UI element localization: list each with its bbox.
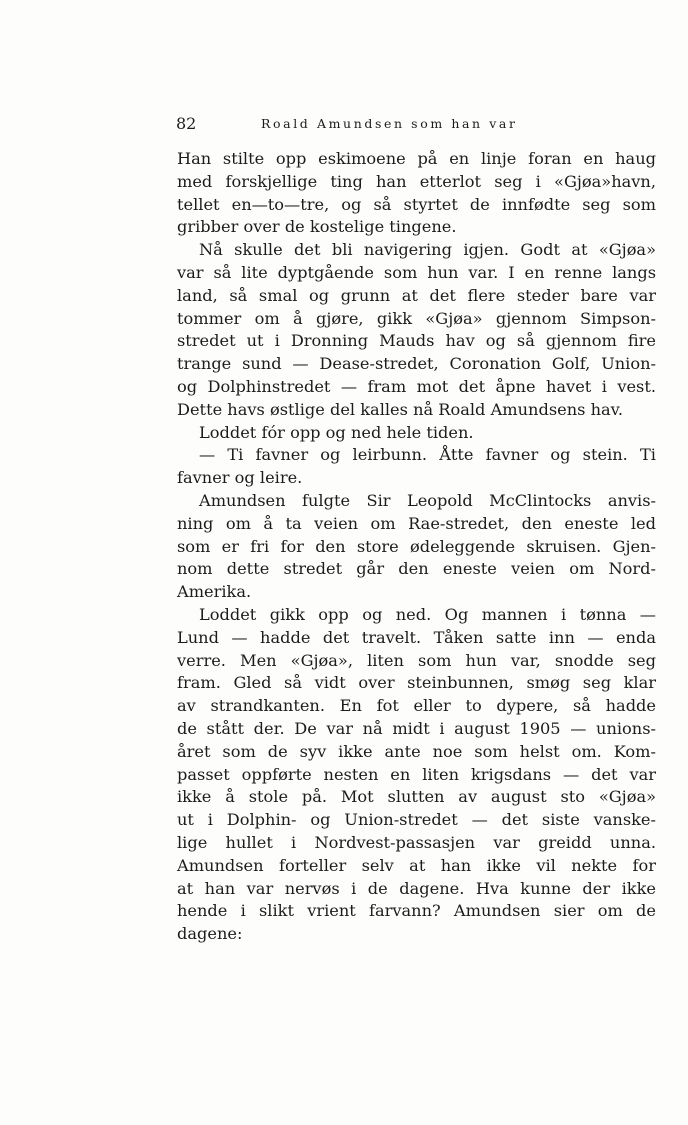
text-line: trange sund — Dease-stredet, Coronation Golf, Union- [177,354,656,374]
text-line: året som de syv ikke ante noe som helst om. Kom- [177,741,656,761]
text-line: hende i slikt vrient farvann? Amundsen sier om de [177,901,656,921]
page-header [176,114,656,134]
text-line: stredet ut i Dronning Mauds hav og så gjennom fire [177,331,656,351]
text-line: — Ti favner og leirbunn. Åtte favner og stein. Ti [199,445,656,465]
text-line: favner og leire. [177,468,303,488]
text-line: de stått der. De var nå midt i august 1905 — unions- [177,718,656,738]
text-line: fram. Gled så vidt over steinbunnen, smøg seg klar [177,673,656,693]
text-line: Amerika. [177,582,252,602]
text-line: land, så smal og grunn at det flere steder bare var [177,285,656,305]
page-number: 82 [176,114,197,133]
text-line: Dette havs østlige del kalles nå Roald Amundsens hav. [177,399,624,419]
text-line: Loddet gikk opp og ned. Og mannen i tønna — [199,604,656,624]
text-line: var så lite dyptgående som hun var. I en renne langs [177,262,656,282]
text-line: gribber over de kostelige tingene. [177,217,457,237]
text-line: som er fri for den store ødeleggende skruisen. Gjen- [177,536,656,556]
text-line: av strandkanten. En fot eller to dypere, så hadde [177,696,656,716]
text-line: verre. Men «Gjøa», liten som hun var, snodde seg [177,650,656,670]
running-title: Roald Amundsen som han var [261,116,518,131]
text-line: Amundsen forteller selv at han ikke vil nekte for [177,855,656,875]
text-line: at han var nervøs i de dagene. Hva kunne der ikke [177,878,656,898]
text-line: tellet en—to—tre, og så styrtet de innfødte seg som [177,194,656,214]
text-line: Nå skulle det bli navigering igjen. Godt at «Gjøa» [199,240,656,260]
text-line: dagene: [177,924,243,944]
text-line: Amundsen fulgte Sir Leopold McClintocks anvis- [199,490,656,510]
text-line: nom dette stredet går den eneste veien om Nord- [177,559,656,579]
text-line: Lund — hadde det travelt. Tåken satte inn — enda [177,627,656,647]
text-line: Loddet fór opp og ned hele tiden. [199,422,474,442]
text-line: ikke å stole på. Mot slutten av august sto «Gjøa» [177,787,656,807]
text-line: lige hullet i Nordvest-passasjen var greidd unna. [177,832,656,852]
text-line: med forskjellige ting han etterlot seg i «Gjøa»havn, [177,171,656,191]
body-text [177,148,656,946]
text-line: ning om å ta veien om Rae-stredet, den eneste led [177,513,656,533]
text-line: ut i Dolphin- og Union-stredet — det siste vanske- [177,810,656,830]
text-line: og Dolphinstredet — fram mot det åpne havet i vest. [177,376,656,396]
text-line: tommer om å gjøre, gikk «Gjøa» gjennom Simpson- [177,308,656,328]
text-line: Han stilte opp eskimoene på en linje foran en haug [177,149,656,168]
text-line: passet oppførte nesten en liten krigsdans — det var [177,764,656,784]
